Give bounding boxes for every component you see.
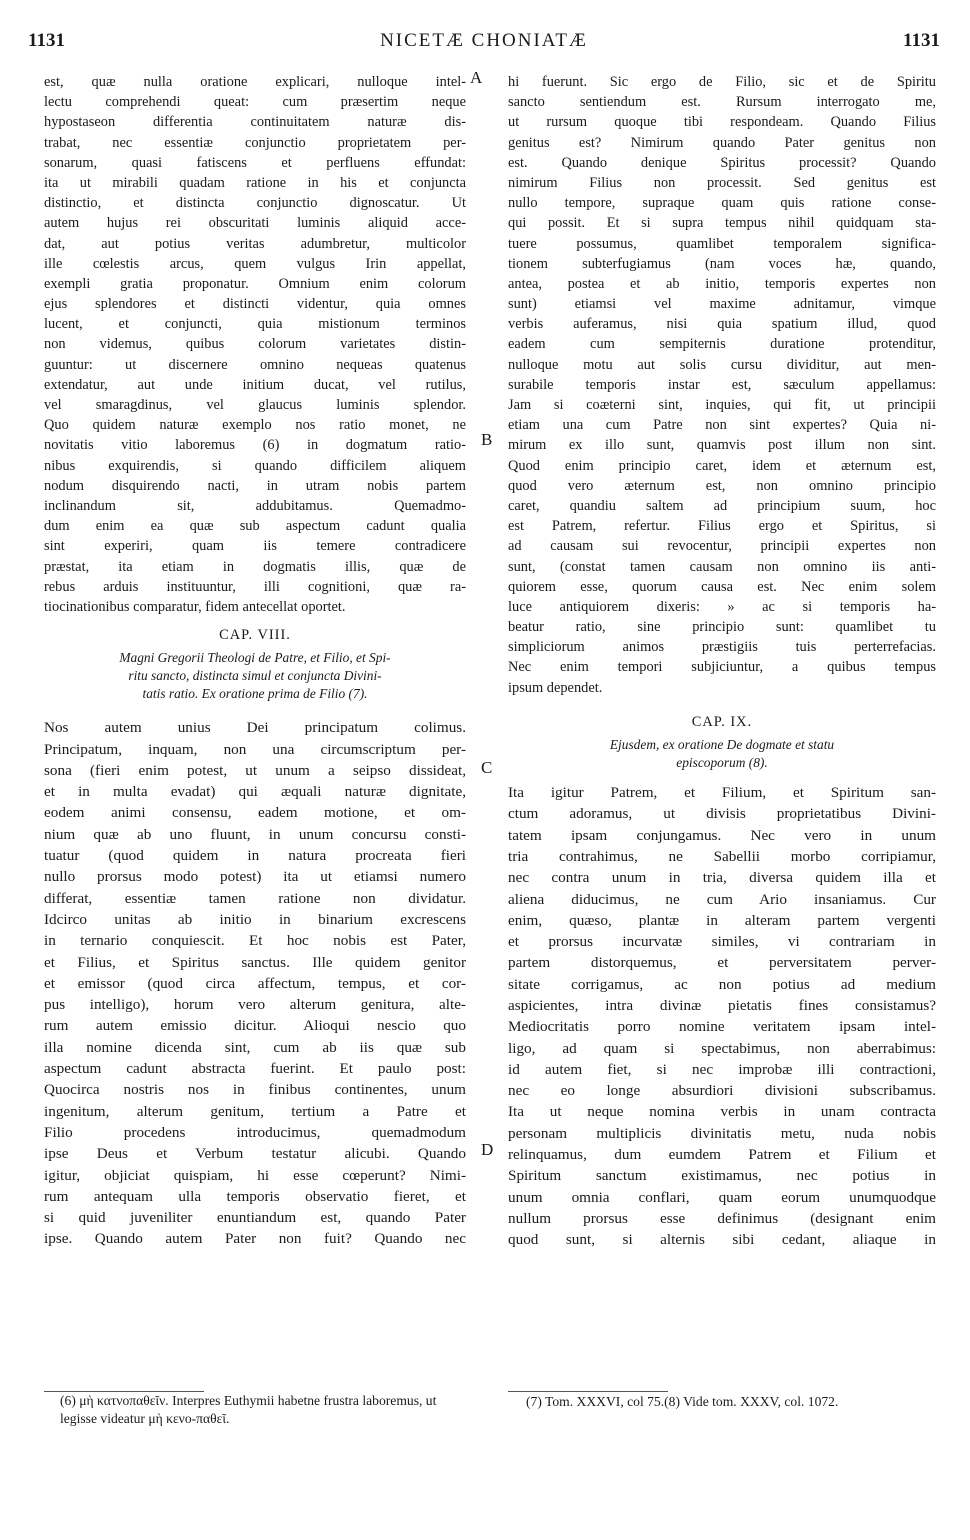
text-line: sancto sentiendum est. Rursum interrogato me,	[508, 94, 936, 111]
text-line: caret, quandiu saltem ad principium suum, hoc	[508, 497, 936, 514]
text-line: lucent, et conjuncti, quia mistionum terminos	[44, 316, 466, 333]
text-line: Principatum, inquam, non una circumscriptum per-	[44, 740, 466, 758]
text-line: lectu comprehendi queat: cum præsertim neque	[44, 94, 466, 111]
text-line: Ita ut neque nomina verbis in unam contracta	[508, 1103, 936, 1121]
text-line: trabat, nec essentiæ conjunctio proprietatem per-	[44, 134, 466, 151]
text-line: ita ut mirabili quadam ratione in his et conjuncta	[44, 174, 466, 191]
text-line: aliena diducimus, ne cum Ario insaniamus. Cur	[508, 890, 936, 908]
footnote-line: παθεῖ.	[196, 1410, 230, 1426]
chapter-ix-title: CAP. IX.	[691, 713, 753, 730]
text-line: verbis auferamus, nisi quia spatium illud, quod	[508, 316, 936, 333]
text-line: etiam una cum Patre non sint expertes? Quia ni-	[508, 417, 936, 434]
text-line: nibus exquirendis, si quando difficilem aliquem	[44, 457, 466, 474]
margin-letter-d: D	[481, 1140, 494, 1159]
text-line: antea, postea et ab initio, temporis expertes non	[508, 275, 936, 292]
text-line: partem distorquemus, et perversitatem perver-	[508, 954, 936, 972]
text-line: id autem fiet, si nec improbæ illi contractioni,	[508, 1060, 936, 1078]
text-line: quod vero æternum est, non omnino principio	[508, 477, 936, 494]
text-line: quiorem esse, quorum causa est. Nec enim solem	[508, 578, 936, 595]
footnote-line: (7) Tom. XXXVI, col 75.	[526, 1394, 665, 1409]
text-line: exempli gratia proponatur. Omnium enim colorum	[44, 275, 466, 292]
text-line: tiocinationibus comparatur, fidem antecellat oportet.	[44, 598, 346, 615]
text-line: aspicientes, intra divinæ pietatis fines consistamus?	[508, 996, 936, 1014]
text-line: sint experiri, quam iis temere contradicere	[44, 538, 466, 555]
text-line: hi fuerunt. Sic ergo de Filio, sic et de Spiritu	[508, 74, 936, 90]
text-line: in ternario conquiescit. Et hoc nobis est Pater,	[44, 932, 466, 950]
text-line: præstat, ita etiam in dogmatis illis, quæ de	[44, 558, 466, 575]
text-line: novitatis vitio laboremus (6) in dogmatum ratio-	[44, 437, 466, 454]
text-line: nec contra unum in tria, diversa quidem illa et	[508, 869, 936, 887]
text-line: unum omnia conflari, quam eorum unumquodque	[508, 1188, 936, 1206]
text-line: dum enim ea quæ sub aspectum cadunt qualia	[44, 518, 466, 535]
text-line: nullum prorsus esse definimus (designant enim	[508, 1209, 936, 1227]
text-line: ligo, ad quam si spectabimus, non aberrabimus:	[508, 1039, 936, 1057]
text-line: differat, essentiæ tamen ratione non dividatur.	[44, 889, 466, 907]
chapter-ix-subtitle	[508, 736, 936, 772]
subtitle-line: tatis ratio. Ex oratione prima de Filio (7).	[142, 686, 368, 702]
text-line: Idcirco unitas ab initio in binarium excrescens	[44, 910, 466, 928]
text-line: hypostaseon differentia continuitatem naturæ dis-	[44, 114, 466, 131]
text-line: inclinandum sit, addubitamus. Quemadmo-	[44, 497, 466, 514]
text-line: Mediocritatis porro nomine veritatem ipsam intel-	[508, 1018, 936, 1036]
left-top-text	[44, 72, 466, 617]
page-number-right: 1131	[903, 30, 940, 51]
text-line: illa nomine dicenda sint, cum ab iis quæ sub	[44, 1038, 466, 1056]
text-line: ipse Deus et Verbum testatur alicubi. Quando	[44, 1145, 466, 1163]
margin-letter-a: A	[470, 68, 483, 87]
text-line: est Patrem, refertur. Filius ergo et Spiritus, si	[508, 518, 936, 535]
text-line: ejus splendores et distincti videntur, quia omnes	[44, 296, 466, 313]
text-line: tionem subterfugiamus (nam voces hæ, quando,	[508, 255, 936, 272]
text-line: et prorsus incurvatæ similes, vi contrariam in	[508, 933, 936, 951]
text-line: pus intelligo), horum vero alterum genitura, alte-	[44, 996, 466, 1014]
text-line: sunt, (constat tamen causam non omnino iis anti-	[508, 558, 936, 575]
page-header	[28, 30, 940, 60]
text-line: sonarum, quasi fatiscens et perfluens effundat:	[44, 154, 466, 171]
right-top-text	[508, 72, 936, 698]
text-line: distinctio, et distincta conjunctio dignoscatur. Ut	[44, 195, 466, 212]
chapter-viii-subtitle	[44, 649, 466, 703]
chapter-viii-body	[44, 717, 466, 1249]
text-line: nullo tempore, supraque quam quis ratione conse-	[508, 195, 936, 212]
running-title: NICETÆ CHONIATÆ	[380, 30, 588, 51]
text-line: nullo prorsus modo potest) ita ut etiamsi numero	[44, 868, 466, 886]
text-line: aspectum cadunt abstracta fuerint. Et paulo post:	[44, 1060, 466, 1078]
text-line: luce antiquiorem dixeris: » ac si temporis ha-	[508, 598, 936, 615]
chapter-ix-body	[508, 782, 936, 1251]
text-line: rum autem emissio dicitur. Alioqui nescio quo	[44, 1017, 466, 1035]
text-line: personam multiplicis divinitatis metu, nuda nobis	[508, 1124, 936, 1142]
footnote-line: (6) μὴ κατνοπαθεῖν. Interpres Euthymii habet	[60, 1393, 308, 1408]
text-line: simpliciorum animos præstigiis tuis perterrefacias.	[508, 639, 936, 656]
text-line: et emissor (quod circa affectum, tempus, et cor-	[44, 974, 466, 992]
text-line: tuere possumus, quamlibet temporalem significa-	[508, 235, 936, 252]
text-line: beatur ratio, sine principio sunt: quamlibet tu	[508, 619, 936, 636]
text-line: non videmus, quibus colorum varietates distin-	[44, 336, 466, 353]
subtitle-line: Magni Gregorii Theologi de Patre, et Filio, et Spi-	[119, 650, 391, 666]
footnote-line: ne frustra laboremus, ut legisse videatur μὴ κενο-	[60, 1393, 437, 1426]
text-line: sunt) etiamsi vel maxime adnitamur, vimque	[508, 296, 936, 313]
text-line: Jam si coæterni sint, inquies, qui fit, ut principii	[508, 397, 936, 413]
text-line: ipsum dependet.	[508, 679, 603, 696]
text-line: dat, aut potius veritas adumbretur, multicolor	[44, 235, 466, 252]
text-line: autem hujus rei obscuritati luminis aliquid acce-	[44, 215, 466, 232]
text-line: ille cœlestis arcus, quem vulgus Irin appellat,	[44, 255, 466, 272]
text-line: relinquamus, dum eumdem Patrem et Filium et	[508, 1146, 936, 1164]
text-line: Quod enim principio caret, idem et æternum est,	[508, 457, 936, 474]
text-line: et Filius, et Spiritus sanctus. Ille quidem genitor	[44, 953, 466, 971]
margin-letter-c: C	[481, 758, 493, 777]
text-line: tuatur (quod quidem in natura procreata fieri	[44, 847, 466, 865]
text-line: extendatur, aut unde initium ducat, vel rutilus,	[44, 376, 466, 393]
text-line: Quo quidem naturæ exemplo nos ratio monet, ne	[44, 417, 466, 434]
text-line: eadem cum sempiternis duratione protenditur,	[508, 336, 936, 353]
text-line: ut rursum quoque tibi respondeam. Quando Filius	[508, 114, 936, 131]
text-line: sona (fieri enim potest, ut unum a seipso dissideat,	[44, 761, 466, 779]
text-line: nium quæ ab uno fluunt, in unum concursu consti-	[44, 825, 466, 843]
text-line: genitus est? Nimirum quando Pater genitus non	[508, 134, 936, 151]
text-line: Filio procedens introducimus, quemadmodum	[44, 1123, 466, 1141]
text-line: tria contrahimus, ne Sabellii morbo corripiamur,	[508, 847, 936, 865]
right-footnotes	[526, 1393, 936, 1411]
subtitle-line: episcoporum (8).	[676, 755, 768, 771]
text-line: rum antequam ulla temporis observatio fieret, et	[44, 1187, 466, 1205]
page-number-left: 1131	[28, 30, 65, 51]
left-footnotes	[60, 1392, 474, 1427]
subtitle-line: Ejusdem, ex oratione De dogmate et statu	[609, 737, 835, 753]
text-line: tatem ipsam conjungamus. Nec vero in unum	[508, 826, 936, 844]
text-line: ad causam sui revocentur, principii expertes non	[508, 538, 936, 555]
text-line: nulloque motu aut solis cursu dividitur, aut men-	[508, 356, 936, 373]
text-line: ipse. Quando autem Pater non fuit? Quando nec	[44, 1230, 466, 1248]
text-line: guuntur: ut discernere omnino nequeas quatenus	[44, 356, 466, 373]
footnote-line: (8) Vide tom. XXXV, col. 1072.	[664, 1394, 839, 1409]
text-line: Nos autem unius Dei principatum colimus.	[44, 719, 466, 737]
text-line: surabile temporis instar est, sæculum appellamus:	[508, 376, 936, 393]
text-line: Ita igitur Patrem, et Filium, et Spiritum san-	[508, 784, 936, 802]
chapter-viii-title: CAP. VIII.	[219, 627, 291, 644]
text-line: nec eo longe absurdiori divisioni subscribamus.	[508, 1082, 936, 1100]
text-line: mirum ex illo sunt, quamvis post illum non sint.	[508, 437, 936, 454]
left-column	[44, 72, 466, 1250]
subtitle-line: ritu sancto, distincta simul et conjuncta Divini-	[128, 668, 382, 684]
margin-letter-b: B	[481, 430, 493, 449]
text-line: rebus arduis instituuntur, illi cognitioni, quæ ra-	[44, 578, 466, 595]
text-line: si quid juveniliter enuntiandum est, quando Pater	[44, 1209, 466, 1227]
text-line: vel smaragdinus, vel glaucus luminis splendor.	[44, 397, 466, 413]
text-line: Quocirca nostris nos in finibus continentes, unum	[44, 1081, 466, 1099]
text-line: ctum adoramus, ut divisis proprietatibus Divini-	[508, 805, 936, 823]
text-line: et in multa evadat) qui æquali naturæ dignitate,	[44, 783, 466, 801]
right-footnote-rule	[508, 1391, 668, 1392]
right-column	[508, 72, 936, 1251]
text-line: igitur, objiciat quispiam, hi esse cœperunt? Nimi-	[44, 1166, 466, 1184]
text-line: sitate corrigamus, ac non potius ad medium	[508, 975, 936, 993]
text-line: enim, quæso, plantæ in alteram partem vergenti	[508, 911, 936, 929]
text-line: nimirum Filius non processit. Sed genitus est	[508, 174, 936, 191]
text-line: qui possit. Et si supra tempus nihil quidquam sta-	[508, 215, 936, 232]
text-line: quod sunt, si alternis sibi cedant, aliaque in	[508, 1231, 936, 1249]
text-line: est, quæ nulla oratione explicari, nulloque intel-	[44, 74, 466, 90]
text-line: nodum disquirendo nacti, in utram nobis partem	[44, 477, 466, 494]
text-line: Spiritum sanctum existimamus, nec potius in	[508, 1167, 936, 1185]
text-line: est. Quando denique Spiritus processit? Quando	[508, 154, 936, 171]
text-line: Nec enim tempori subjiciuntur, a quibus tempus	[508, 659, 936, 676]
text-line: ingenitum, alterum genitum, tertium a Patre et	[44, 1102, 466, 1120]
text-line: eodem animi consensu, eadem motione, et om-	[44, 804, 466, 822]
